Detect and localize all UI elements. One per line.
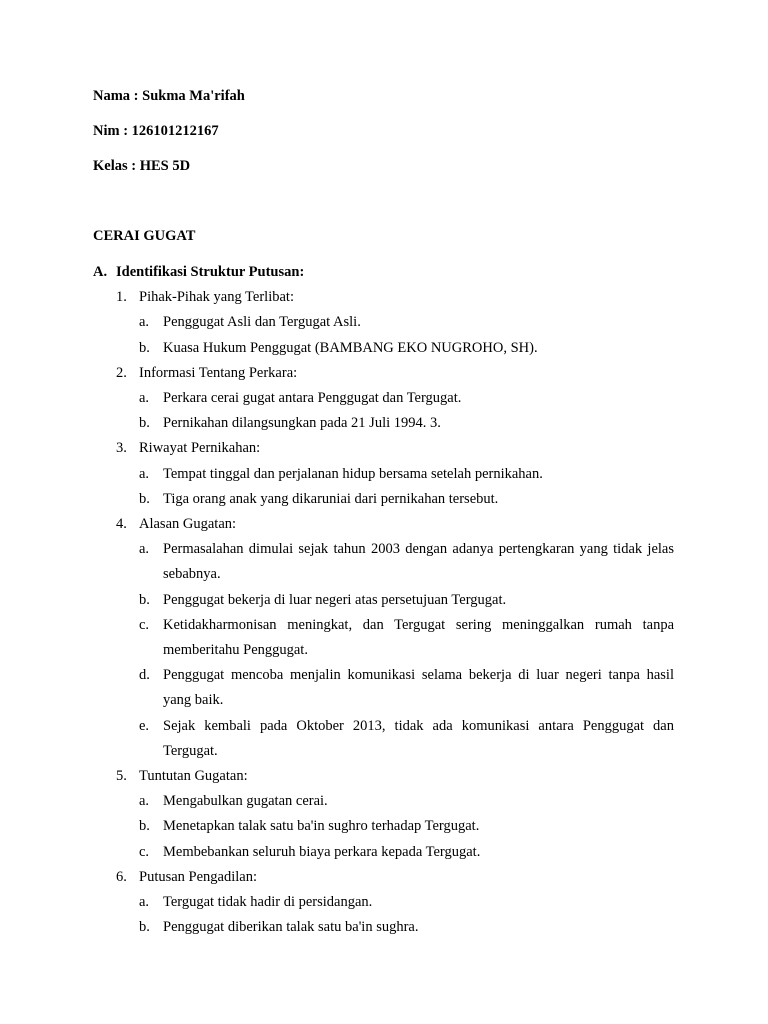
list-item xyxy=(116,764,674,789)
sub-list-item xyxy=(139,310,674,335)
sub-list-item xyxy=(139,336,674,361)
sub-item-letter: a. xyxy=(139,793,150,810)
list-item-number: 4. xyxy=(116,516,127,533)
sub-item-text: Menetapkan talak satu ba'in sughro terhadap Tergugat. xyxy=(163,818,480,835)
sub-item-letter: a. xyxy=(139,314,150,331)
list-item xyxy=(116,512,674,537)
list-item-label: Informasi Tentang Perkara: xyxy=(139,364,298,381)
sub-item-text: Tiga orang anak yang dikaruniai dari pernikahan tersebut. xyxy=(163,490,499,507)
sub-list-item xyxy=(139,462,674,487)
sub-item-text: Perkara cerai gugat antara Penggugat dan Tergugat. xyxy=(163,390,462,407)
sub-list-item xyxy=(139,890,674,915)
list-item-label: Tuntutan Gugatan: xyxy=(139,768,248,785)
list-item-label: Pihak-Pihak yang Terlibat: xyxy=(139,289,294,306)
sub-item-text: Permasalahan dimulai sejak tahun 2003 dengan adanya pertengkaran yang tidak jelas sebabnya. xyxy=(163,541,674,583)
sub-item-letter: a. xyxy=(139,390,150,407)
sub-item-letter: a. xyxy=(139,541,150,558)
sub-item-text: Penggugat bekerja di luar negeri atas persetujuan Tergugat. xyxy=(163,591,507,608)
sub-item-text: Penggugat Asli dan Tergugat Asli. xyxy=(163,314,361,331)
sub-item-letter: a. xyxy=(139,894,150,911)
sub-item-text: Pernikahan dilangsungkan pada 21 Juli 1994. 3. xyxy=(163,415,441,432)
sub-list-item xyxy=(139,915,674,940)
student-id: Nim : 126101212167 xyxy=(93,123,219,139)
section-title: Identifikasi Struktur Putusan: xyxy=(116,264,305,280)
sub-item-letter: c. xyxy=(139,843,150,860)
sub-list-item xyxy=(139,588,674,613)
sub-list-item xyxy=(139,714,674,764)
sub-item-text: Penggugat diberikan talak satu ba'in sughra. xyxy=(163,919,419,936)
sub-list-item xyxy=(139,840,674,865)
sub-item-letter: b. xyxy=(139,415,150,432)
document-title: CERAI GUGAT xyxy=(93,228,196,244)
sub-list-item xyxy=(139,814,674,839)
sub-item-text: Mengabulkan gugatan cerai. xyxy=(163,793,328,810)
sub-item-letter: c. xyxy=(139,616,150,633)
sub-list-item xyxy=(139,487,674,512)
sub-item-letter: b. xyxy=(139,818,150,835)
sub-item-text: Sejak kembali pada Oktober 2013, tidak ada komunikasi antara Penggugat dan Tergugat. xyxy=(163,717,674,759)
sub-item-text: Kuasa Hukum Penggugat (BAMBANG EKO NUGROHO, SH). xyxy=(163,339,538,356)
list-item-label: Putusan Pengadilan: xyxy=(139,868,258,885)
student-class: Kelas : HES 5D xyxy=(93,158,191,174)
item-list xyxy=(93,285,674,940)
sub-item-letter: e. xyxy=(139,717,150,734)
list-item-number: 6. xyxy=(116,868,127,885)
sub-list-item xyxy=(139,613,674,663)
sub-item-text: Ketidakharmonisan meningkat, dan Tergugat sering meninggalkan rumah tanpa memberitahu Penggugat. xyxy=(163,616,674,659)
list-item-number: 1. xyxy=(116,289,127,306)
list-item-label: Riwayat Pernikahan: xyxy=(139,440,261,457)
list-item-number: 5. xyxy=(116,768,127,785)
sub-item-letter: d. xyxy=(139,667,150,684)
sub-item-text: Penggugat mencoba menjalin komunikasi selama bekerja di luar negeri tanpa hasil yang baik. xyxy=(163,667,674,709)
section-letter: A. xyxy=(93,264,108,280)
sub-item-letter: a. xyxy=(139,465,150,482)
sub-item-text: Tergugat tidak hadir di persidangan. xyxy=(163,894,373,911)
sub-list-item xyxy=(139,789,674,814)
list-item xyxy=(116,285,674,310)
list-item xyxy=(116,436,674,461)
sub-list-item xyxy=(139,386,674,411)
section-heading xyxy=(93,260,674,285)
list-item-number: 2. xyxy=(116,364,127,381)
list-item xyxy=(116,361,674,386)
list-item-label: Alasan Gugatan: xyxy=(139,516,237,533)
section-structure xyxy=(93,260,674,940)
list-item-number: 3. xyxy=(116,440,127,457)
list-item xyxy=(116,865,674,890)
student-name: Nama : Sukma Ma'rifah xyxy=(93,88,245,104)
sub-list-item xyxy=(139,411,674,436)
sub-item-text: Membebankan seluruh biaya perkara kepada Tergugat. xyxy=(163,843,481,860)
sub-item-letter: b. xyxy=(139,919,150,936)
sub-item-letter: b. xyxy=(139,490,150,507)
sub-item-letter: b. xyxy=(139,339,150,356)
sub-item-letter: b. xyxy=(139,591,150,608)
sub-list-item xyxy=(139,663,674,713)
sub-list-item xyxy=(139,537,674,587)
sub-item-text: Tempat tinggal dan perjalanan hidup bersama setelah pernikahan. xyxy=(163,465,543,482)
